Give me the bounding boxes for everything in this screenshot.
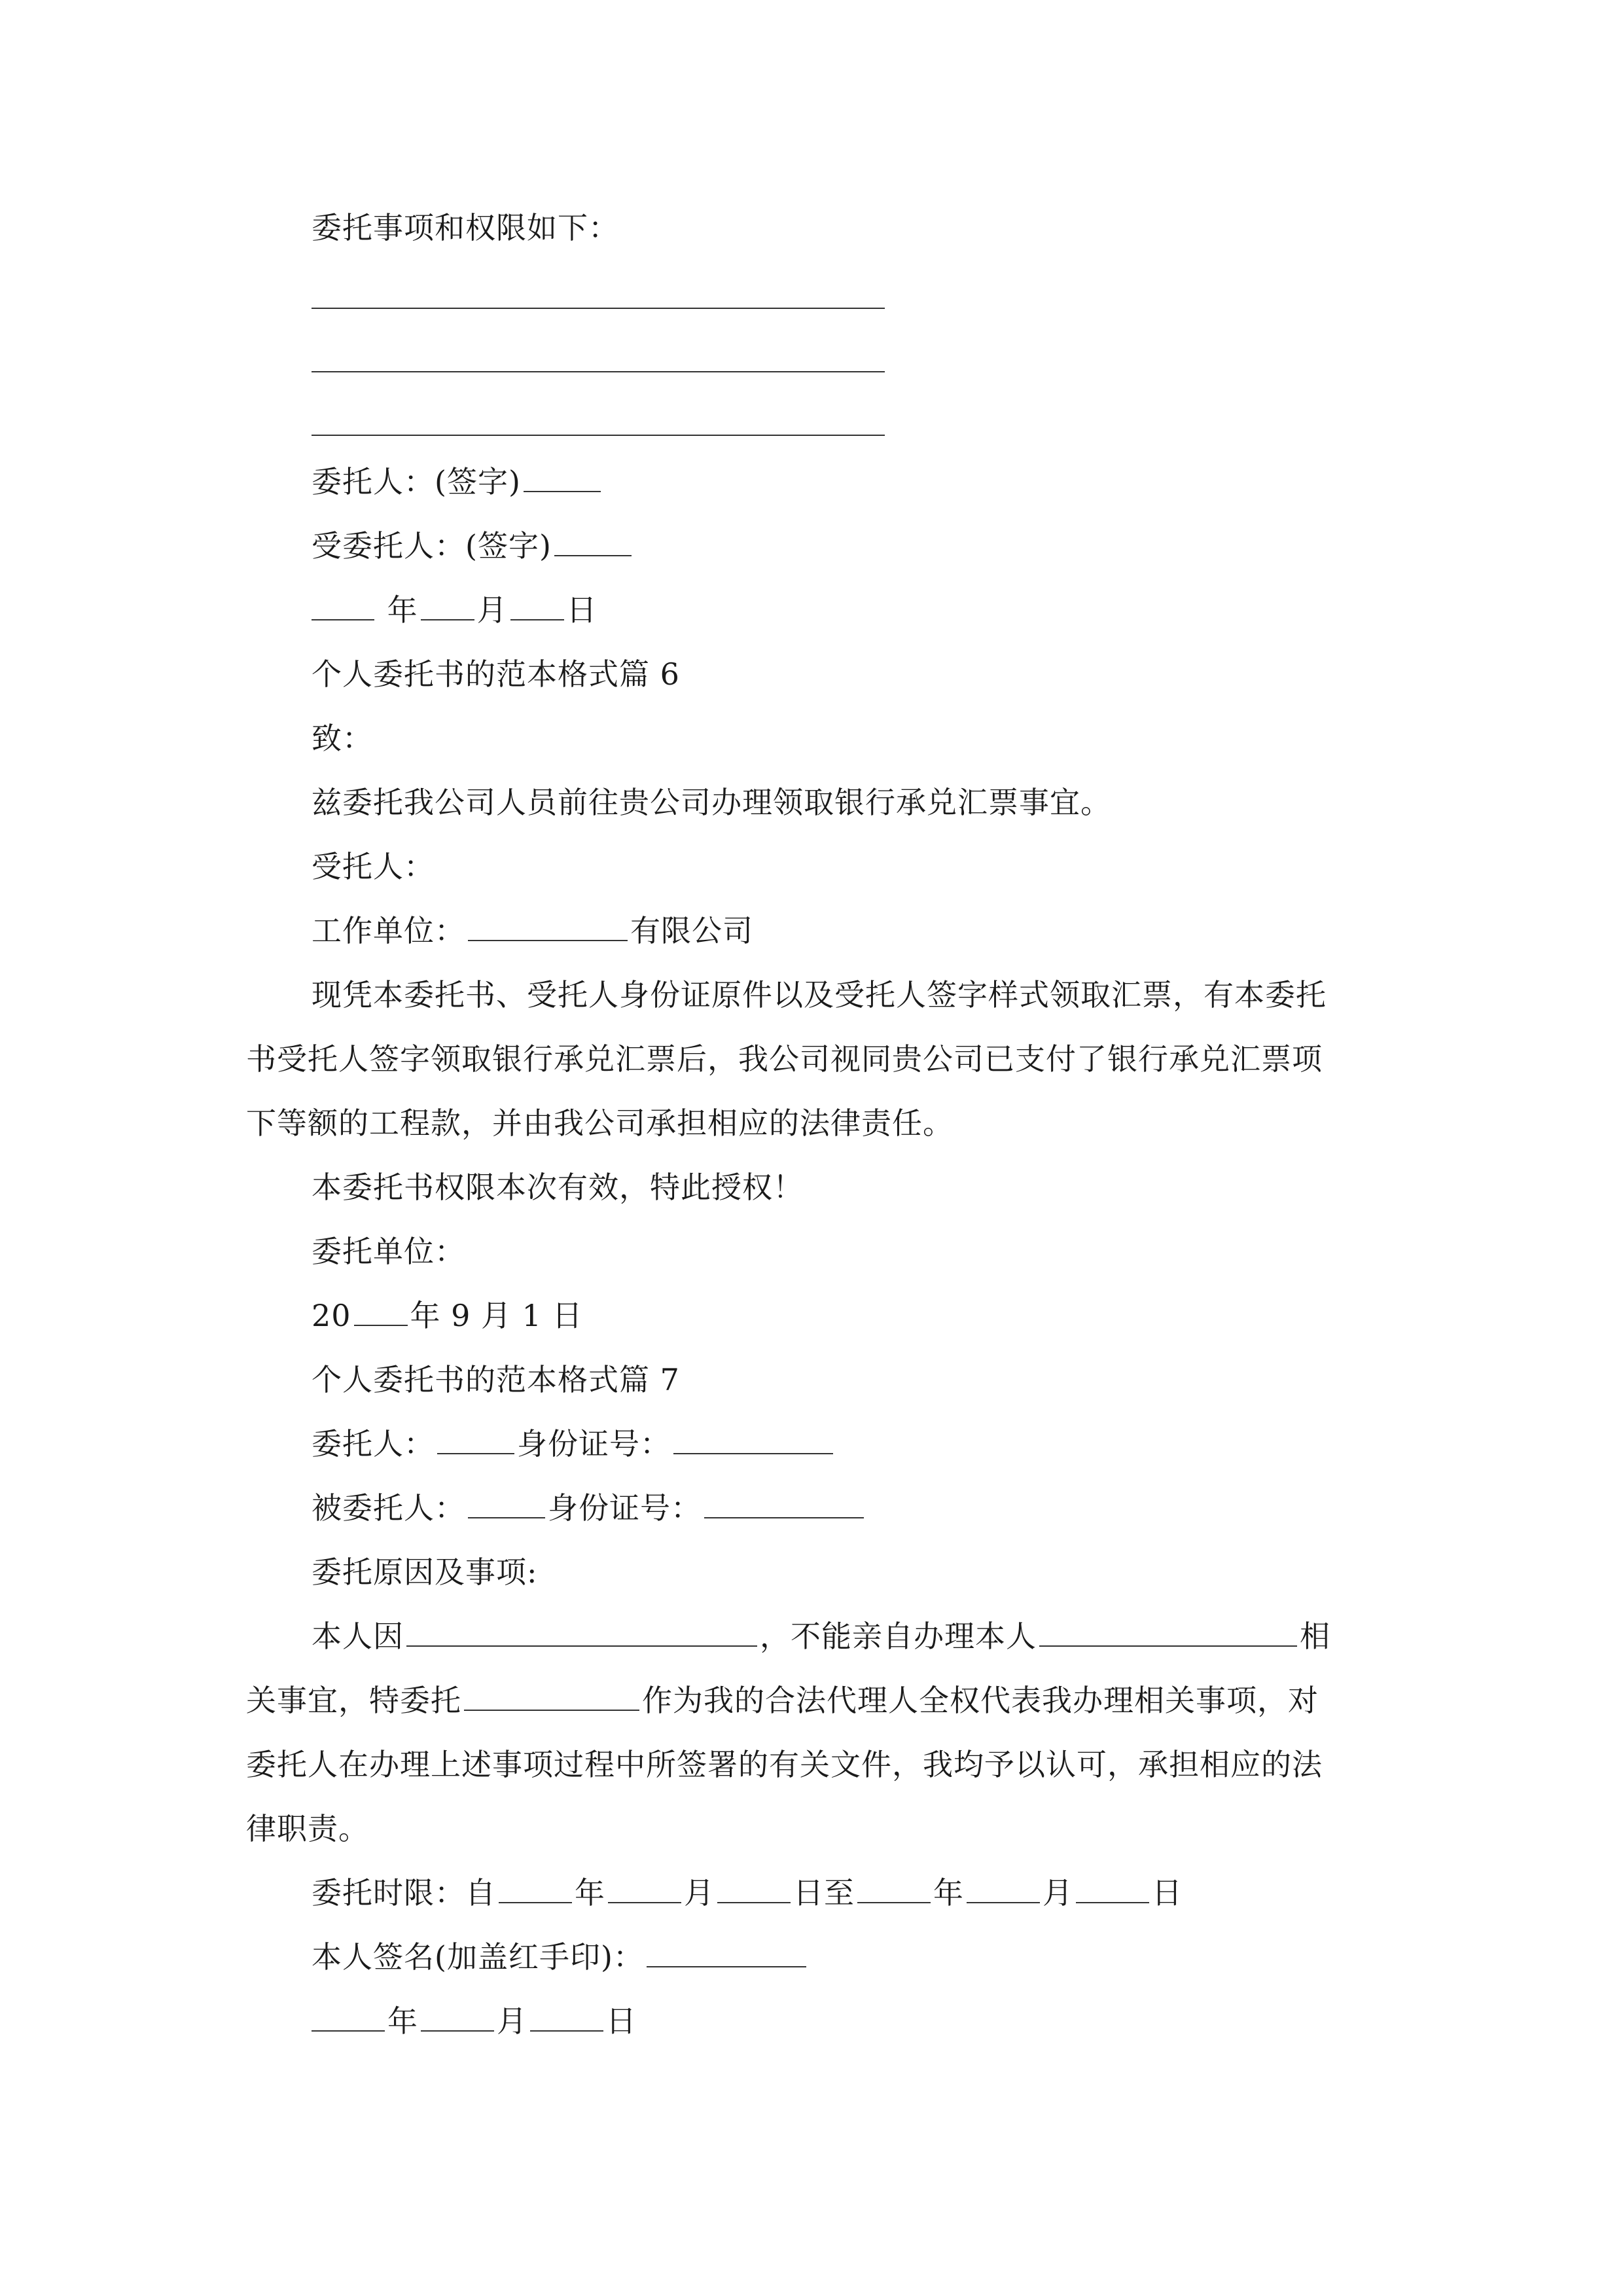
date-line bbox=[312, 590, 597, 630]
day-to-label: 日至 bbox=[793, 1875, 855, 1910]
principal-signature-label: 委托人：(签字) bbox=[312, 464, 521, 499]
work-unit-suffix: 有限公司 bbox=[630, 913, 753, 948]
month-label: 月 bbox=[476, 592, 508, 628]
section6-paragraph-1: 兹委托我公司人员前往贵公司办理领取银行承兑汇票事宜。 bbox=[312, 785, 1111, 820]
section7-date-line bbox=[312, 2001, 637, 2041]
blank bbox=[717, 1901, 791, 1903]
date-rest: 年 9 月 1 日 bbox=[410, 1298, 583, 1333]
agent-signature-line bbox=[312, 526, 634, 565]
principal-signature-line bbox=[312, 462, 603, 501]
signature-blank bbox=[647, 1965, 806, 1967]
year-blank bbox=[312, 619, 374, 620]
year-label: 年 bbox=[387, 592, 418, 628]
id-label: 身份证号： bbox=[517, 1426, 671, 1462]
month-label: 月 bbox=[497, 2003, 527, 2039]
section7-heading: 个人委托书的范本格式篇 7 bbox=[312, 1362, 680, 1397]
day-blank bbox=[510, 619, 564, 620]
section7-reason-label: 委托原因及事项: bbox=[312, 1554, 538, 1590]
section6-work-unit-line bbox=[312, 911, 753, 950]
id-label: 身份证号： bbox=[548, 1490, 702, 1526]
period-label: 委托时限：自 bbox=[312, 1875, 496, 1910]
month-blank bbox=[421, 619, 474, 620]
section7-paragraph-line-4: 律职责。 bbox=[246, 1811, 369, 1846]
section7-paragraph-line-1 bbox=[312, 1617, 1330, 1656]
id-number-blank bbox=[704, 1516, 864, 1518]
work-unit-label: 工作单位： bbox=[312, 913, 465, 948]
text-span: 本人因 bbox=[312, 1619, 404, 1654]
blank bbox=[1076, 1901, 1149, 1903]
section6-paragraph-2-line-3: 下等额的工程款，并由我公司承担相应的法律责任。 bbox=[246, 1105, 954, 1141]
section7-agent-line bbox=[312, 1488, 866, 1528]
day-label: 日 bbox=[1152, 1875, 1183, 1910]
month-label: 月 bbox=[684, 1875, 715, 1910]
text-span: 相 bbox=[1300, 1619, 1330, 1654]
day-label: 日 bbox=[606, 2003, 637, 2039]
section6-paragraph-3: 本委托书权限本次有效，特此授权！ bbox=[312, 1170, 804, 1205]
text-span: 作为我的合法代理人全权代表我办理相关事项，对 bbox=[642, 1683, 1319, 1718]
section6-date-line bbox=[312, 1296, 583, 1335]
agent-name-blank bbox=[464, 1709, 639, 1711]
section6-paragraph-2-line-2: 书受托人签字领取银行承兑汇票后，我公司视同贵公司已支付了银行承兑汇票项 bbox=[246, 1041, 1323, 1077]
year-label: 年 bbox=[575, 1875, 605, 1910]
agent-label: 被委托人： bbox=[312, 1490, 465, 1526]
year-blank bbox=[312, 2030, 385, 2032]
section6-to: 致： bbox=[312, 721, 373, 756]
principal-label: 委托人： bbox=[312, 1426, 435, 1462]
text-span: 关事宜，特委托 bbox=[246, 1683, 461, 1718]
section6-agent-label: 受托人： bbox=[312, 849, 435, 884]
month-label: 月 bbox=[1043, 1875, 1073, 1910]
blank-rule-2 bbox=[312, 371, 885, 372]
blank bbox=[608, 1901, 681, 1903]
day-blank bbox=[530, 2030, 603, 2032]
year-label: 年 bbox=[933, 1875, 964, 1910]
day-label: 日 bbox=[566, 592, 597, 628]
section7-signature-line bbox=[312, 1937, 809, 1977]
blank-rule-3 bbox=[312, 435, 885, 436]
year-blank bbox=[354, 1324, 408, 1326]
signature-label: 本人签名(加盖红手印)： bbox=[312, 1939, 644, 1975]
blank bbox=[499, 1901, 572, 1903]
matter-blank bbox=[1039, 1645, 1297, 1647]
section6-principal-unit: 委托单位： bbox=[312, 1234, 465, 1269]
agent-name-blank bbox=[468, 1516, 545, 1518]
blank bbox=[857, 1901, 931, 1903]
month-blank bbox=[421, 2030, 494, 2032]
section7-principal-line bbox=[312, 1424, 836, 1463]
intro-line: 委托事项和权限如下： bbox=[312, 210, 619, 245]
text-span: ，不能亲自办理本人 bbox=[760, 1619, 1037, 1654]
id-number-blank bbox=[673, 1452, 833, 1454]
work-unit-blank bbox=[468, 939, 628, 941]
section6-heading: 个人委托书的范本格式篇 6 bbox=[312, 656, 680, 692]
blank bbox=[967, 1901, 1040, 1903]
section6-paragraph-2-line-1: 现凭本委托书、受托人身份证原件以及受托人签字样式领取汇票，有本委托 bbox=[312, 977, 1327, 1013]
blank-rule-1 bbox=[312, 308, 885, 309]
reason-blank bbox=[406, 1645, 757, 1647]
section7-period-line bbox=[312, 1873, 1183, 1912]
signature-blank bbox=[524, 490, 601, 492]
agent-signature-label: 受委托人：(签字) bbox=[312, 528, 552, 564]
section7-paragraph-line-2 bbox=[246, 1681, 1319, 1720]
date-prefix: 20 bbox=[312, 1298, 351, 1333]
year-label: 年 bbox=[387, 2003, 418, 2039]
signature-blank bbox=[554, 554, 632, 556]
section7-paragraph-line-3: 委托人在办理上述事项过程中所签署的有关文件，我均予以认可，承担相应的法 bbox=[246, 1747, 1323, 1782]
principal-name-blank bbox=[437, 1452, 514, 1454]
